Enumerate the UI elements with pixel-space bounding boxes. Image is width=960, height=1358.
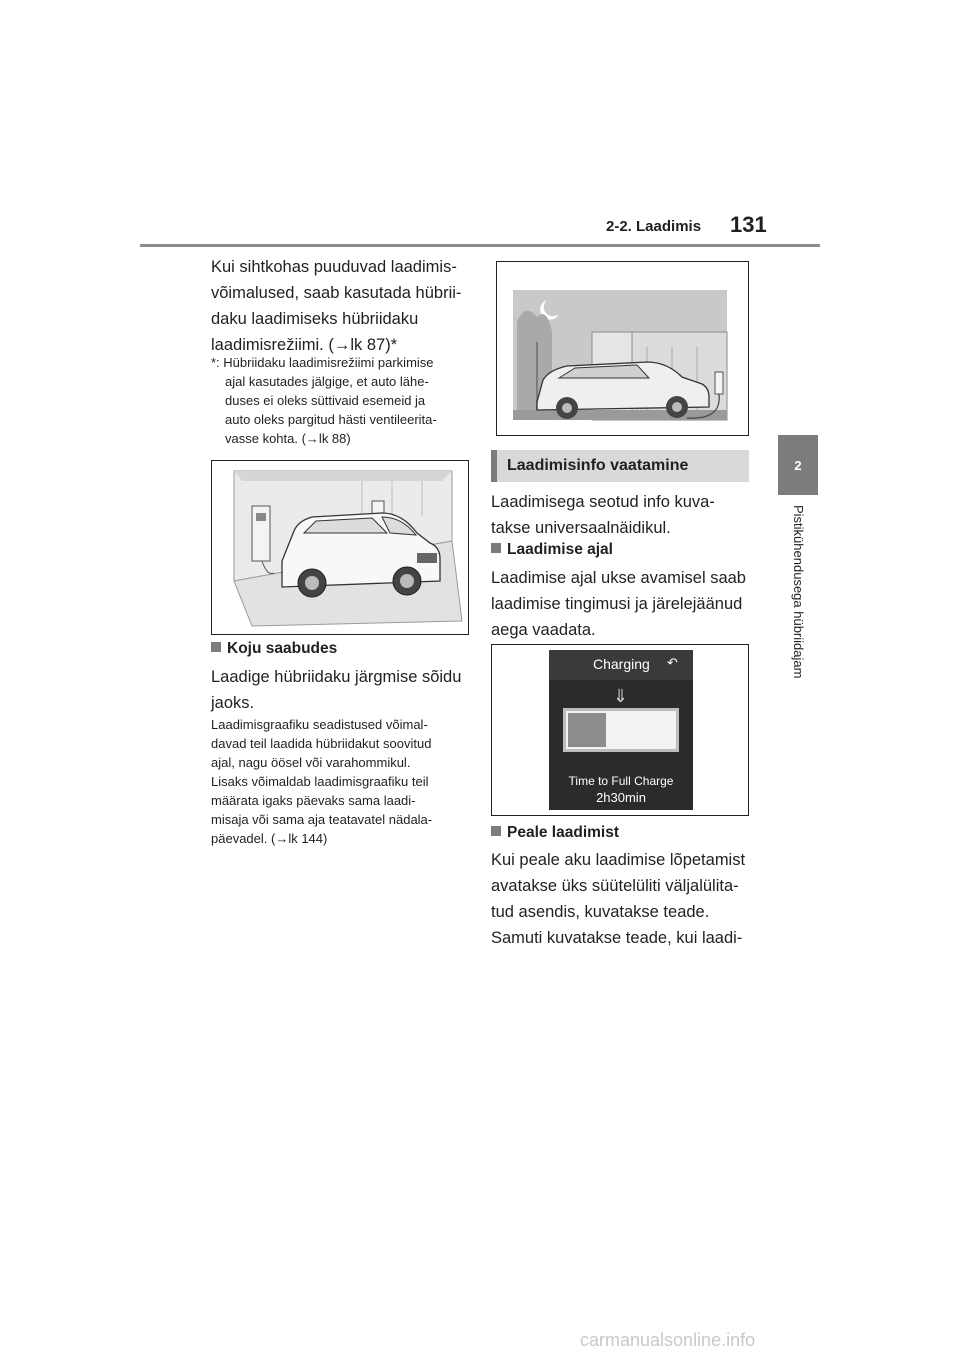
time-to-full-label: Time to Full Charge bbox=[568, 774, 674, 788]
info-intro-line: Laadimisega seotud info kuva- bbox=[491, 493, 715, 511]
square-bullet-icon bbox=[491, 543, 501, 553]
intro-line: võimalused, saab kasutada hübrii- bbox=[211, 284, 462, 302]
after-line: avatakse üks süütelüliti väljalülita- bbox=[491, 877, 739, 895]
night-charging-illustration bbox=[496, 261, 749, 436]
info-intro-line: takse universaalnäidikul. bbox=[491, 519, 671, 537]
during-paragraph bbox=[491, 565, 761, 643]
footnote-line: ajal kasutades jälgige, et auto lähe- bbox=[225, 374, 429, 389]
after-line: Kui peale aku laadimise lõpetamist bbox=[491, 851, 746, 869]
header-rule bbox=[140, 244, 820, 247]
chapter-tab: 2 bbox=[778, 435, 818, 495]
night-car-image bbox=[497, 262, 748, 435]
footnote bbox=[211, 353, 481, 448]
during-line: aega vaadata. bbox=[491, 621, 596, 639]
chapter-title-vertical bbox=[760, 505, 836, 735]
screen-title: Charging bbox=[593, 656, 650, 672]
subhead-home: Koju saabudes bbox=[211, 640, 337, 658]
after-line: Samuti kuvatakse teade, kui laadi- bbox=[491, 929, 743, 947]
home-small-line: misaja või sama aja teatavatel nädala- bbox=[211, 812, 433, 827]
intro-paragraph bbox=[211, 254, 481, 358]
after-paragraph bbox=[491, 847, 761, 951]
home-small-line: päevadel. (→lk 144) bbox=[211, 831, 328, 846]
page-number: 131 bbox=[730, 212, 767, 237]
intro-line: Kui sihtkohas puuduvad laadimis- bbox=[211, 258, 457, 276]
home-small-paragraph bbox=[211, 715, 481, 848]
intro-line: laadimisrežiimi. (→lk 87)* bbox=[211, 336, 398, 354]
home-paragraph bbox=[211, 664, 481, 716]
home-small-line: ajal, nagu öösel või varahommikul. bbox=[211, 755, 411, 770]
info-intro-paragraph bbox=[491, 489, 761, 541]
watermark: carmanualsonline.info bbox=[580, 1330, 756, 1350]
square-bullet-icon bbox=[211, 642, 221, 652]
footnote-line: vasse kohta. (→lk 88) bbox=[225, 431, 351, 446]
after-line: tud asendis, kuvatakse teade. bbox=[491, 903, 710, 921]
charging-screen-figure bbox=[491, 644, 749, 816]
footnote-line: *: Hübriidaku laadimisrežiimi parkimise bbox=[211, 355, 434, 370]
home-small-line: Lisaks võimaldab laadimisgraafiku teil bbox=[211, 774, 429, 789]
subhead-during: Laadimise ajal bbox=[491, 541, 613, 559]
footnote-line: duses ei oleks süttivaid esemeid ja bbox=[225, 393, 426, 408]
during-line: laadimise tingimusi ja järelejäänud bbox=[491, 595, 743, 613]
battery-icon bbox=[563, 708, 679, 752]
time-to-full-value: 2h30min bbox=[596, 790, 646, 805]
charging-screen bbox=[549, 650, 693, 810]
section-title: 2-2. Laadimis bbox=[606, 218, 702, 235]
home-small-line: Laadimisgraafiku seadistused võimal- bbox=[211, 717, 428, 732]
square-bullet-icon bbox=[491, 826, 501, 836]
home-small-line: davad teil laadida hübriidakut soovitud bbox=[211, 736, 432, 751]
chapter-title: Pistikühendusega hübriidajam bbox=[791, 505, 806, 679]
car-garage-image bbox=[212, 461, 468, 634]
home-line: jaoks. bbox=[211, 694, 255, 712]
home-small-line: määrata igaks päevaks sama laadi- bbox=[211, 793, 416, 808]
subhead-after: Peale laadimist bbox=[491, 824, 619, 842]
garage-charging-illustration bbox=[211, 460, 469, 635]
home-line: Laadige hübriidaku järgmise sõidu bbox=[211, 668, 462, 686]
back-arrow-icon[interactable]: ↶ bbox=[667, 655, 678, 670]
intro-line: daku laadimiseks hübriidaku bbox=[211, 310, 419, 328]
section-banner: Laadimisinfo vaatamine bbox=[491, 450, 749, 482]
charge-arrow-icon: ⇓ bbox=[613, 686, 629, 706]
footnote-line: auto oleks pargitud hästi ventileerita- bbox=[225, 412, 437, 427]
during-line: Laadimise ajal ukse avamisel saab bbox=[491, 569, 746, 587]
